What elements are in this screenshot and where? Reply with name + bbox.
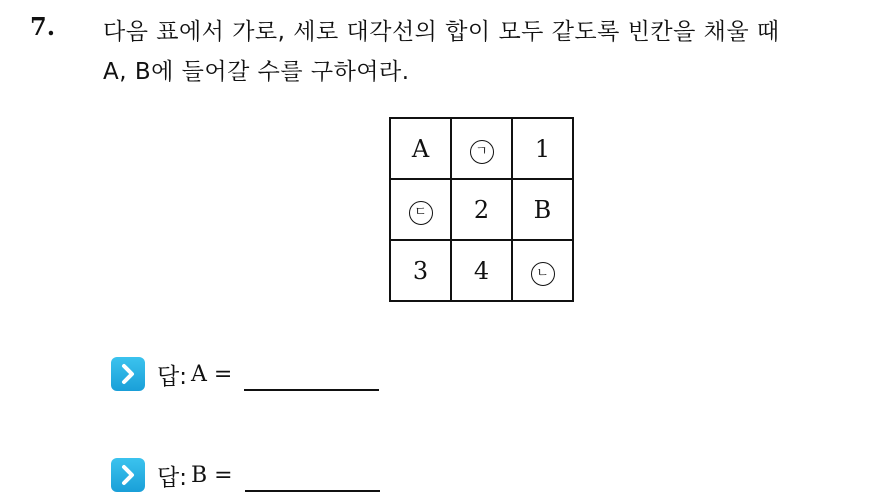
question-line-1: 다음 표에서 가로, 세로 대각선의 합이 모두 같도록 빈칸을 채울 때 xyxy=(103,19,780,45)
table-row xyxy=(390,240,573,301)
question-number: 7. xyxy=(30,12,56,41)
magic-square-table xyxy=(389,117,574,302)
cell-a: A xyxy=(390,118,451,179)
cell-giyeok xyxy=(451,118,512,179)
cell-2: 2 xyxy=(451,179,512,240)
question-line-2: A, B에 들어갈 수를 구하여라. xyxy=(103,59,410,85)
answer-expression-b: B = xyxy=(190,462,233,488)
answer-blank-a[interactable] xyxy=(244,389,379,391)
circled-digeut: ㄷ xyxy=(409,201,433,225)
table-row xyxy=(390,179,573,240)
cell-digeut xyxy=(390,179,451,240)
answer-row-a xyxy=(111,356,379,392)
cell-b: B xyxy=(512,179,573,240)
answer-label: 답: xyxy=(157,363,187,390)
cell-1: 1 xyxy=(512,118,573,179)
table-row xyxy=(390,118,573,179)
circled-nieun: ㄴ xyxy=(531,262,555,286)
answer-blank-b[interactable] xyxy=(245,490,380,492)
answer-expression-a: A = xyxy=(190,361,233,387)
chevron-right-icon xyxy=(111,357,145,391)
circled-giyeok: ㄱ xyxy=(470,140,494,164)
cell-nieun xyxy=(512,240,573,301)
cell-3: 3 xyxy=(390,240,451,301)
question-text xyxy=(103,12,873,92)
cell-4: 4 xyxy=(451,240,512,301)
chevron-right-icon xyxy=(111,458,145,492)
answer-row-b xyxy=(111,457,380,493)
answer-label: 답: xyxy=(157,464,187,491)
